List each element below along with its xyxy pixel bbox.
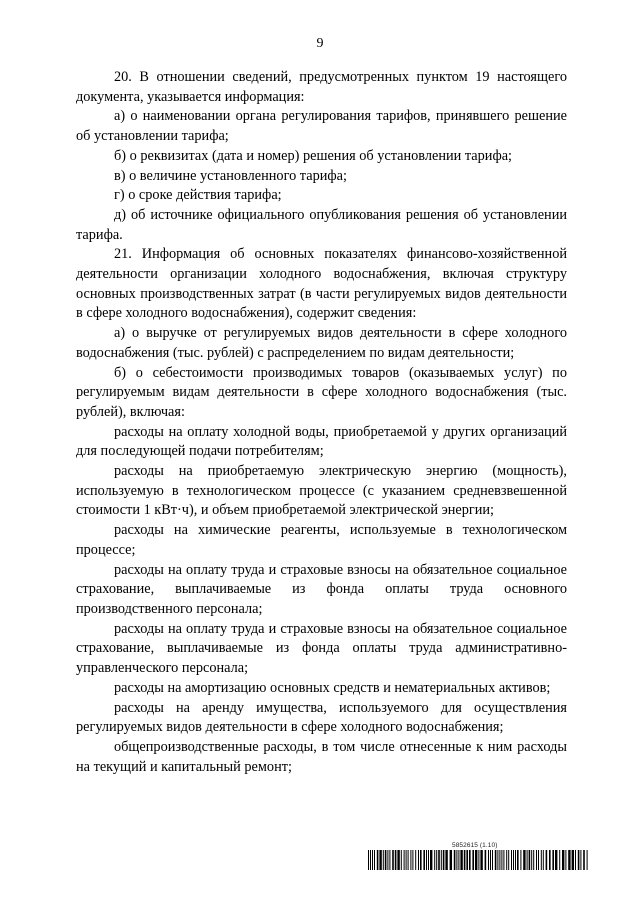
paragraph-20-e: д) об источнике официального опубликования решения об установлении тарифа. xyxy=(76,206,567,243)
paragraph-21-b-item-4: расходы на оплату труда и страховые взносы на обязательное социальное страхование, выплачиваемые из фонда оплаты труда основного производственного персонала; xyxy=(76,561,567,617)
barcode-icon xyxy=(368,850,588,870)
paragraph-20-b: б) о реквизитах (дата и номер) решения об установлении тарифа; xyxy=(114,147,513,164)
paragraph-21-b-item-2: расходы на приобретаемую электрическую энергию (мощность), используемую в технологическом процессе (с указанием средневзвешенной стоимости 1 кВт·ч), и объем приобретаемой электрической энергии; xyxy=(76,463,567,519)
paragraph-21-b-item-7: расходы на аренду имущества, используемого для осуществления регулируемых видов деятельности в сфере холодного водоснабжения; xyxy=(76,699,567,736)
paragraph-21-b-item-8: общепроизводственные расходы, в том числе отнесенные к ним расходы на текущий и капитальный ремонт; xyxy=(76,738,567,775)
paragraph-21-b-item-5: расходы на оплату труда и страховые взносы на обязательное социальное страхование, выплачиваемые из фонда оплаты труда административно-управленческого персонала; xyxy=(76,620,567,677)
paragraph-20: 20. В отношении сведений, предусмотренных пунктом 19 настоящего документа, указывается информация: xyxy=(76,69,567,105)
paragraph-21-b-item-1: расходы на оплату холодной воды, приобретаемой у других организаций для последующей подачи потребителям; xyxy=(76,423,567,460)
paragraph-21-a: а) о выручке от регулируемых видов деятельности в сфере холодного водоснабжения (тыс. рублей) с распределением по видам деятельности; xyxy=(76,325,567,361)
paragraph-21-b-item-6: расходы на амортизацию основных средств и нематериальных активов; xyxy=(114,679,551,696)
paragraph-21-b: б) о себестоимости производимых товаров (оказываемых услуг) по регулируемым видам деятельности в сфере холодного водоснабжения (тыс. рублей), включая: xyxy=(76,364,567,420)
document-body xyxy=(76,68,567,777)
paragraph-21-b-item-3: расходы на химические реагенты, используемые в технологическом процессе; xyxy=(76,522,567,558)
paragraph-20-d: г) о сроке действия тарифа; xyxy=(114,187,282,204)
paragraph-21: 21. Информация об основных показателях финансово-хозяйственной деятельности организации холодного водоснабжения, включая структуру основных производственных затрат (в части регулируемых видов деятельности в сфере холодного водоснабжения), содержит сведения: xyxy=(76,246,567,322)
page-number: 9 xyxy=(316,36,324,51)
paragraph-20-c: в) о величине установленного тарифа; xyxy=(114,167,347,184)
barcode-number: 5852615 (1.10) xyxy=(452,842,498,849)
paragraph-20-a: а) о наименовании органа регулирования тарифов, принявшего решение об установлении тарифа; xyxy=(76,108,567,145)
